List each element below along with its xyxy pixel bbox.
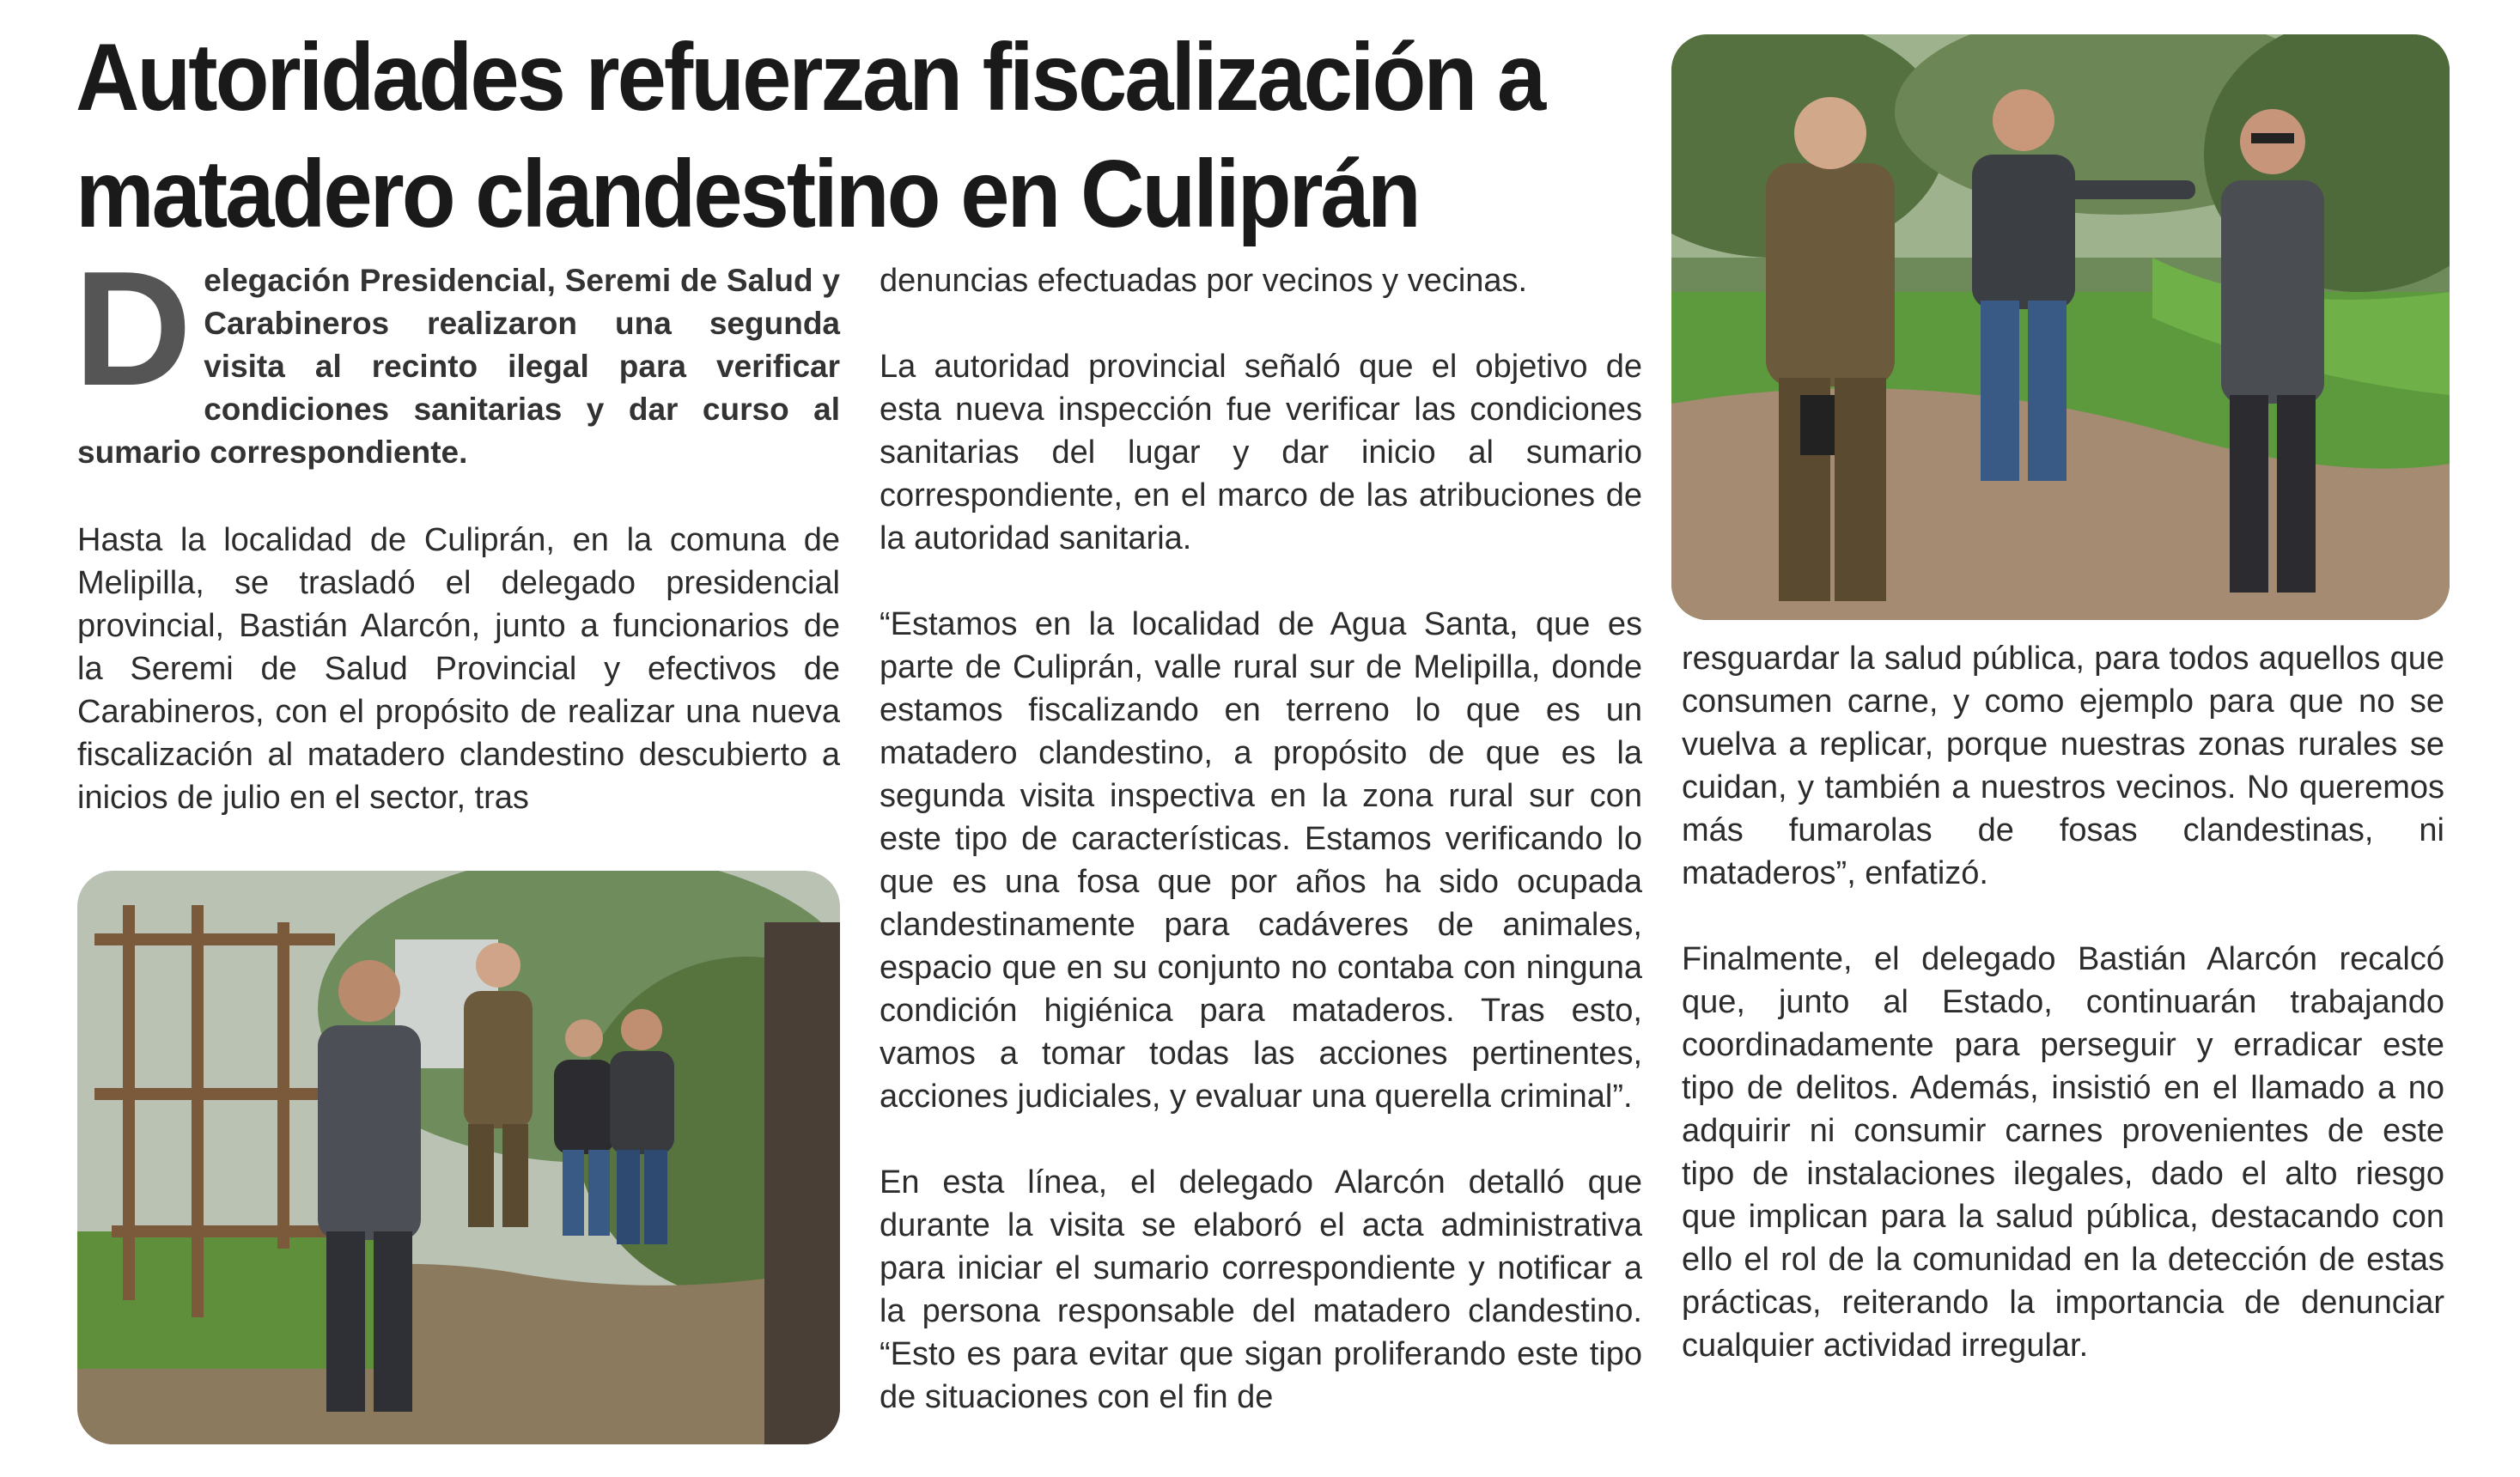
headline: Autoridades refuerzan fiscalización a matadero clandestino en Culiprán	[76, 23, 1544, 247]
body-paragraph: En esta línea, el delegado Alarcón detalló que durante la visita se elaboró el acta administrativa para iniciar el sumario correspondiente y notificar a la persona responsable del matadero clandestino. “Esto es para evitar que sigan proliferando este tipo de situaciones con el fin de	[880, 1164, 1642, 1415]
column-2	[880, 259, 1642, 1462]
officer-figure	[1766, 97, 1895, 601]
photo-slaughterhouse-site	[77, 871, 840, 1444]
body-paragraph: resguardar la salud pública, para todos aquellos que consumen carne, y como ejemplo para que no se vuelva a replicar, porque nuestras zonas rurales se cuidan, y también a nuestros vecinos. No queremos más fumarolas de fosas clandestinas, ni mataderos”, enfatizó.	[1682, 641, 2444, 891]
body-paragraph: denuncias efectuadas por vecinos y vecinas.	[880, 263, 1528, 299]
body-paragraph: Hasta la localidad de Culiprán, en la comuna de Melipilla, se trasladó el delegado presidencial provincial, Bastián Alarcón, junto a funcionarios de la Seremi de Salud Provincial y efectivos de Carabineros, con el propósito de realizar una nueva fiscalización al matadero clandestino descubierto a inicios de julio en el sector, tras	[77, 522, 840, 816]
lead-text: elegación Presidencial, Seremi de Salud y Carabineros realizaron una segunda visita al recinto ilegal para verificar condiciones sanitarias y dar curso al sumario correspondiente.	[77, 263, 840, 470]
body-paragraph: La autoridad provincial señaló que el objetivo de esta nueva inspección fue verificar las condiciones sanitarias del lugar y dar inicio al sumario correspondiente, en el marco de las atribuciones de la autoridad sanitaria.	[880, 349, 1642, 556]
column-3	[1682, 637, 2444, 1410]
body-paragraph: Finalmente, el delegado Bastián Alarcón recalcó que, junto al Estado, continuarán trabajando coordinadamente para perseguir y erradicar este tipo de delitos. Además, insistió en el llamado a no adquirir ni consumir carnes provenientes de este tipo de instalaciones ilegales, dado el alto riesgo que implican para la salud pública, destacando con ello el rol de la comunidad en la detección de estas prácticas, reiterando la importancia de denunciar cualquier actividad irregular.	[1682, 941, 2444, 1364]
photo-officials-field	[1671, 34, 2450, 620]
column-1	[74, 238, 840, 862]
body-paragraph: “Estamos en la localidad de Agua Santa, que es parte de Culiprán, valle rural sur de Melipilla, donde estamos fiscalizando en terreno lo que es un matadero clandestino, a propósito de que es la segunda visita inspectiva en la zona rural sur con este tipo de características. Estamos verificando lo que es una fosa que por años ha sido ocupada clandestinamente para cadáveres de animales, espacio que en su conjunto no contaba con ninguna condición higiénica para mataderos. Tras esto, vamos a tomar todas las acciones pertinentes, acciones judiciales, y evaluar una querella criminal”.	[880, 606, 1642, 1115]
lead-paragraph	[74, 238, 840, 474]
drop-cap: D	[74, 238, 192, 420]
